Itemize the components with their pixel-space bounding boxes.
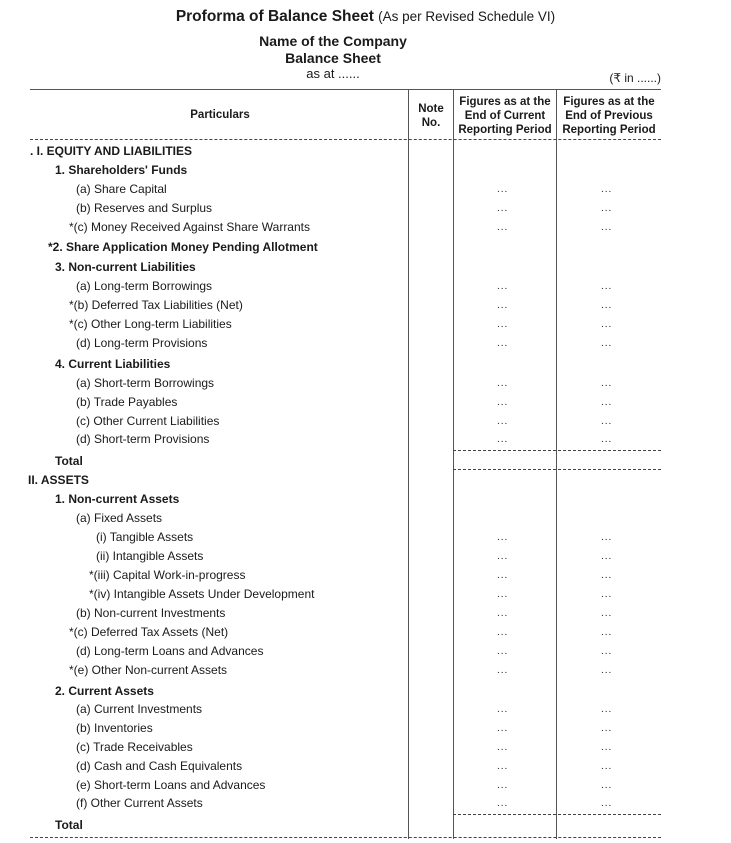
table-row <box>0 796 731 815</box>
total-row <box>0 818 731 837</box>
row-label: (ii) Intangible Assets <box>96 549 204 563</box>
company-name: Name of the Company <box>259 33 407 49</box>
table-row <box>0 587 731 606</box>
table-row <box>0 376 731 395</box>
row-label: 4. Current Liabilities <box>55 357 171 371</box>
row-label: *(e) Other Non-current Assets <box>69 663 228 677</box>
current-period-value: ... <box>497 281 509 292</box>
table-row <box>0 492 731 511</box>
row-label: Total <box>55 818 83 832</box>
row-label: (d) Long-term Loans and Advances <box>76 644 264 658</box>
row-label: (b) Inventories <box>76 721 153 735</box>
previous-period-value: ... <box>601 551 613 562</box>
document-title <box>0 8 731 26</box>
header-previous-line: End of Previous <box>565 110 653 122</box>
row-label: (b) Trade Payables <box>76 395 178 409</box>
current-period-value: ... <box>497 704 509 715</box>
previous-period-value: ... <box>601 798 613 809</box>
previous-period-value: ... <box>601 665 613 676</box>
current-period-value: ... <box>497 532 509 543</box>
table-row <box>0 663 731 682</box>
row-label: (f) Other Current Assets <box>76 796 203 810</box>
header-previous-line: Figures as at the <box>563 96 655 108</box>
current-period-value: ... <box>497 570 509 581</box>
header-current-line: Figures as at the <box>459 96 551 108</box>
row-label: *2. Share Application Money Pending Allotment <box>48 240 318 254</box>
table-row <box>0 511 731 530</box>
table-row <box>0 549 731 568</box>
table-row <box>0 432 731 451</box>
row-label: *(b) Deferred Tax Liabilities (Net) <box>69 298 243 312</box>
header-note-line: Note <box>418 103 444 115</box>
row-label: (a) Short-term Borrowings <box>76 376 215 390</box>
previous-period-value: ... <box>601 570 613 581</box>
table-row <box>0 317 731 336</box>
total-row <box>0 454 731 473</box>
table-row <box>0 684 731 703</box>
total-top-rule <box>453 814 661 815</box>
current-period-value: ... <box>497 434 509 445</box>
row-label: Total <box>55 454 83 468</box>
previous-period-value: ... <box>601 761 613 772</box>
table-row <box>0 279 731 298</box>
current-period-value: ... <box>497 416 509 427</box>
current-period-value: ... <box>497 222 509 233</box>
header-current-line: Reporting Period <box>458 124 552 136</box>
row-label: II. ASSETS <box>28 473 89 487</box>
current-period-value: ... <box>497 646 509 657</box>
table-row <box>0 357 731 376</box>
header-current-line: End of Current <box>464 110 546 122</box>
table-row <box>0 702 731 721</box>
row-label: (c) Trade Receivables <box>76 740 193 754</box>
previous-period-value: ... <box>601 338 613 349</box>
header-particulars: Particulars <box>190 109 250 121</box>
current-period-value: ... <box>497 608 509 619</box>
current-period-value: ... <box>497 203 509 214</box>
current-period-value: ... <box>497 665 509 676</box>
table-row <box>0 778 731 797</box>
previous-period-value: ... <box>601 281 613 292</box>
table-bottom-border <box>30 837 661 838</box>
previous-period-value: ... <box>601 627 613 638</box>
table-row <box>0 240 731 259</box>
header-note-line: No. <box>421 117 441 129</box>
unit-note: (₹ in ......) <box>609 71 661 85</box>
row-label: *(c) Other Long-term Liabilities <box>69 317 232 331</box>
row-label: *(c) Deferred Tax Assets (Net) <box>69 625 229 639</box>
current-period-value: ... <box>497 589 509 600</box>
row-label: 1. Shareholders' Funds <box>55 163 188 177</box>
current-period-value: ... <box>497 319 509 330</box>
table-row <box>0 759 731 778</box>
current-period-value: ... <box>497 378 509 389</box>
previous-period-value: ... <box>601 589 613 600</box>
previous-period-value: ... <box>601 532 613 543</box>
previous-period-value: ... <box>601 184 613 195</box>
header-previous-period <box>557 95 661 137</box>
table-row <box>0 163 731 182</box>
previous-period-value: ... <box>601 742 613 753</box>
previous-period-value: ... <box>601 378 613 389</box>
table-top-border <box>30 89 661 90</box>
current-period-value: ... <box>497 627 509 638</box>
current-period-value: ... <box>497 798 509 809</box>
previous-period-value: ... <box>601 723 613 734</box>
row-label: . I. EQUITY AND LIABILITIES <box>30 144 193 158</box>
header-note <box>409 102 453 130</box>
row-label: 2. Current Assets <box>55 684 154 698</box>
previous-period-value: ... <box>601 434 613 445</box>
table-row <box>0 721 731 740</box>
current-period-value: ... <box>497 761 509 772</box>
row-label: 3. Non-current Liabilities <box>55 260 196 274</box>
row-label: (a) Long-term Borrowings <box>76 279 213 293</box>
previous-period-value: ... <box>601 780 613 791</box>
table-row <box>0 144 731 163</box>
current-period-value: ... <box>497 300 509 311</box>
row-label: (a) Share Capital <box>76 182 167 196</box>
title-main: Proforma of Balance Sheet <box>175 8 374 25</box>
current-period-value: ... <box>497 184 509 195</box>
previous-period-value: ... <box>601 416 613 427</box>
table-row <box>0 473 731 492</box>
row-label: *(c) Money Received Against Share Warrants <box>69 220 310 234</box>
current-period-value: ... <box>497 723 509 734</box>
current-period-value: ... <box>497 551 509 562</box>
current-period-value: ... <box>497 780 509 791</box>
table-row <box>0 740 731 759</box>
table-row <box>0 568 731 587</box>
table-row <box>0 530 731 549</box>
previous-period-value: ... <box>601 704 613 715</box>
previous-period-value: ... <box>601 300 613 311</box>
table-row <box>0 182 731 201</box>
current-period-value: ... <box>497 338 509 349</box>
previous-period-value: ... <box>601 222 613 233</box>
previous-period-value: ... <box>601 203 613 214</box>
previous-period-value: ... <box>601 397 613 408</box>
row-label: (b) Non-current Investments <box>76 606 226 620</box>
previous-period-value: ... <box>601 608 613 619</box>
total-top-rule <box>453 450 661 451</box>
total-bottom-rule <box>453 469 661 470</box>
table-row <box>0 220 731 239</box>
header-current-period <box>454 95 556 137</box>
row-label: 1. Non-current Assets <box>55 492 180 506</box>
table-row <box>0 414 731 433</box>
sheet-title: Balance Sheet <box>285 50 381 66</box>
table-row <box>0 336 731 355</box>
as-at-date: as at ...... <box>306 66 360 81</box>
row-label: (a) Current Investments <box>76 702 203 716</box>
row-label: (a) Fixed Assets <box>76 511 163 525</box>
current-period-value: ... <box>497 742 509 753</box>
table-row <box>0 606 731 625</box>
table-row <box>0 260 731 279</box>
title-suffix: (As per Revised Schedule VI) <box>378 9 556 24</box>
row-label: (d) Short-term Provisions <box>76 432 210 446</box>
header-previous-line: Reporting Period <box>562 124 656 136</box>
table-row <box>0 625 731 644</box>
header-bottom-border <box>30 139 661 140</box>
table-row <box>0 395 731 414</box>
row-label: (d) Cash and Cash Equivalents <box>76 759 243 773</box>
current-period-value: ... <box>497 397 509 408</box>
table-row <box>0 201 731 220</box>
row-label: (c) Other Current Liabilities <box>76 414 220 428</box>
row-label: *(iv) Intangible Assets Under Development <box>89 587 315 601</box>
table-row <box>0 298 731 317</box>
row-label: (e) Short-term Loans and Advances <box>76 778 266 792</box>
previous-period-value: ... <box>601 646 613 657</box>
row-label: (d) Long-term Provisions <box>76 336 208 350</box>
row-label: (i) Tangible Assets <box>96 530 194 544</box>
table-row <box>0 644 731 663</box>
row-label: *(iii) Capital Work-in-progress <box>89 568 246 582</box>
row-label: (b) Reserves and Surplus <box>76 201 213 215</box>
previous-period-value: ... <box>601 319 613 330</box>
